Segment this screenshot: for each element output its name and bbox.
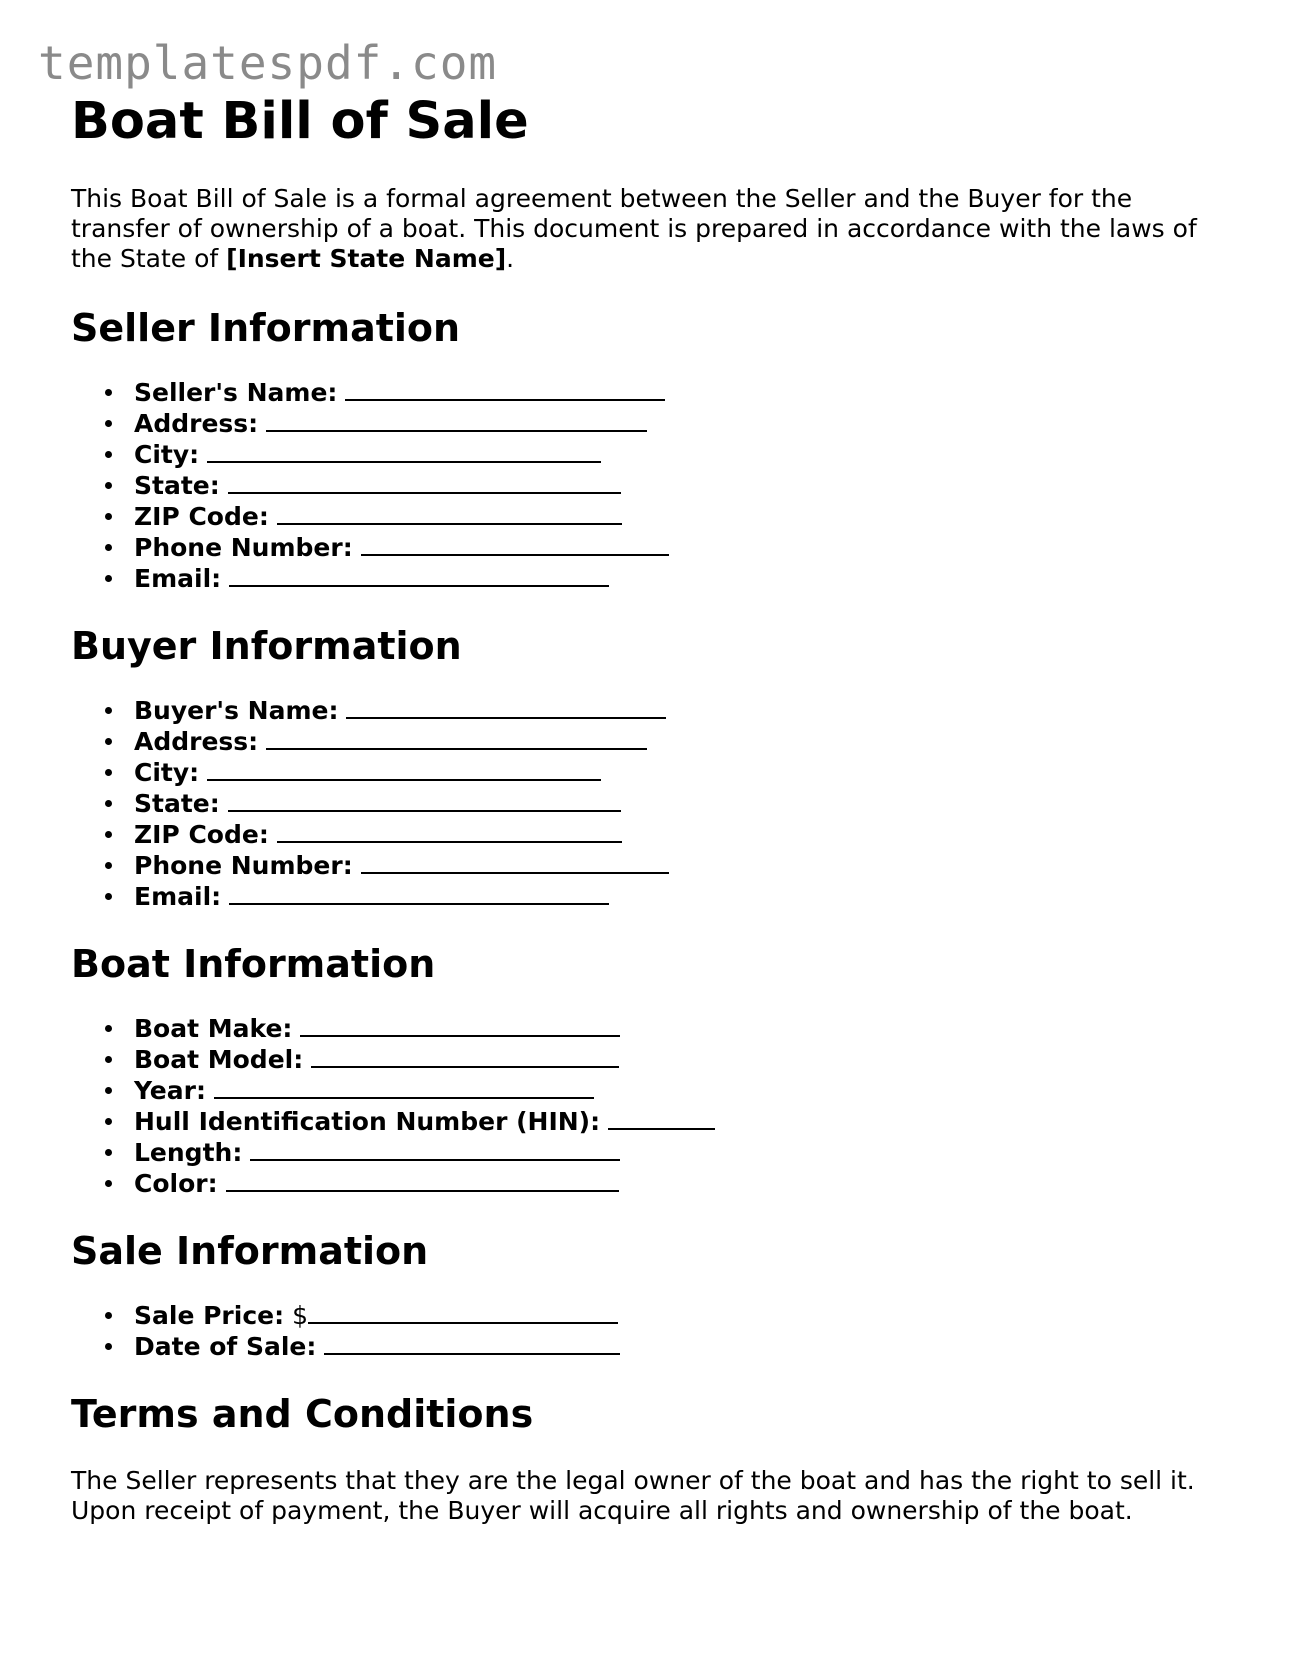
- intro-text: This Boat Bill of Sale is a formal agreement between the Seller and the Buyer for the transfer of ownership of a boat. This document is prepared in accordance with the laws of the State of: [71, 184, 1197, 273]
- list-item: [105, 1168, 1231, 1199]
- field-label: City:: [134, 758, 200, 787]
- seller-state-blank[interactable]: [228, 470, 621, 494]
- list-item: [105, 788, 1231, 819]
- boat-year-blank[interactable]: [214, 1075, 594, 1099]
- sale-date-blank[interactable]: [324, 1331, 620, 1355]
- list-item: [105, 470, 1231, 501]
- list-item: [105, 1331, 1231, 1362]
- sale-heading: Sale Information: [71, 1229, 429, 1273]
- boat-length-blank[interactable]: [250, 1137, 620, 1161]
- state-name-placeholder: [Insert State Name]: [226, 244, 507, 273]
- field-label: Date of Sale:: [134, 1332, 317, 1361]
- field-label: Sale Price:: [134, 1301, 285, 1330]
- boat-model-blank[interactable]: [311, 1044, 619, 1068]
- field-label: City:: [134, 440, 200, 469]
- intro-paragraph: [71, 184, 1231, 274]
- field-label: Boat Make:: [134, 1014, 293, 1043]
- list-item: [105, 1013, 1231, 1044]
- list-item: [105, 563, 1231, 594]
- field-label: Address:: [134, 409, 259, 438]
- seller-heading: Seller Information: [71, 306, 461, 350]
- field-label: Address:: [134, 727, 259, 756]
- boat-make-blank[interactable]: [300, 1013, 620, 1037]
- buyer-field-list: [71, 695, 1231, 912]
- field-label: ZIP Code:: [134, 820, 269, 849]
- seller-field-list: [71, 377, 1231, 594]
- seller-email-blank[interactable]: [229, 563, 609, 587]
- field-label: Length:: [134, 1138, 243, 1167]
- list-item: [105, 757, 1231, 788]
- document-body: [71, 92, 1231, 1526]
- field-label: Hull Identification Number (HIN):: [134, 1107, 601, 1136]
- boat-field-list: [71, 1013, 1231, 1199]
- field-label: Email:: [134, 882, 222, 911]
- sale-field-list: [71, 1300, 1231, 1362]
- buyer-state-blank[interactable]: [228, 788, 621, 812]
- currency-symbol: $: [292, 1301, 308, 1330]
- list-item: [105, 1044, 1231, 1075]
- buyer-phone-blank[interactable]: [361, 850, 669, 874]
- list-item: [105, 1300, 1231, 1331]
- field-label: Color:: [134, 1169, 218, 1198]
- terms-paragraph: The Seller represents that they are the legal owner of the boat and has the right to sell it. Upon receipt of payment, the Buyer will acquire all rights and ownership of the boat.: [71, 1466, 1195, 1525]
- buyer-name-blank[interactable]: [346, 695, 666, 719]
- field-label: State:: [134, 471, 220, 500]
- list-item: [105, 695, 1231, 726]
- list-item: [105, 1137, 1231, 1168]
- sale-price-blank[interactable]: [308, 1300, 618, 1324]
- document-title: Boat Bill of Sale: [71, 92, 529, 151]
- field-label: State:: [134, 789, 220, 818]
- seller-address-blank[interactable]: [266, 408, 647, 432]
- field-label: ZIP Code:: [134, 502, 269, 531]
- list-item: [105, 819, 1231, 850]
- list-item: [105, 1075, 1231, 1106]
- seller-phone-blank[interactable]: [361, 532, 669, 556]
- field-label: Phone Number:: [134, 533, 353, 562]
- list-item: [105, 850, 1231, 881]
- list-item: [105, 408, 1231, 439]
- field-label: Phone Number:: [134, 851, 353, 880]
- buyer-heading: Buyer Information: [71, 624, 462, 668]
- field-label: Email:: [134, 564, 222, 593]
- list-item: [105, 881, 1231, 912]
- field-label: Buyer's Name:: [134, 696, 339, 725]
- boat-heading: Boat Information: [71, 942, 436, 986]
- seller-city-blank[interactable]: [207, 439, 601, 463]
- field-label: Year:: [134, 1076, 206, 1105]
- list-item: [105, 501, 1231, 532]
- seller-zip-blank[interactable]: [277, 501, 622, 525]
- field-label: Seller's Name:: [134, 378, 338, 407]
- terms-heading: Terms and Conditions: [71, 1392, 534, 1436]
- seller-name-blank[interactable]: [345, 377, 665, 401]
- list-item: [105, 439, 1231, 470]
- buyer-zip-blank[interactable]: [277, 819, 622, 843]
- list-item: [105, 1106, 1231, 1137]
- watermark: templatespdf.com: [38, 36, 498, 90]
- intro-end: .: [506, 244, 515, 273]
- boat-hin-blank[interactable]: [608, 1106, 715, 1130]
- buyer-address-blank[interactable]: [266, 726, 647, 750]
- boat-color-blank[interactable]: [226, 1168, 619, 1192]
- list-item: [105, 377, 1231, 408]
- buyer-city-blank[interactable]: [207, 757, 601, 781]
- list-item: [105, 726, 1231, 757]
- list-item: [105, 532, 1231, 563]
- field-label: Boat Model:: [134, 1045, 304, 1074]
- buyer-email-blank[interactable]: [229, 881, 609, 905]
